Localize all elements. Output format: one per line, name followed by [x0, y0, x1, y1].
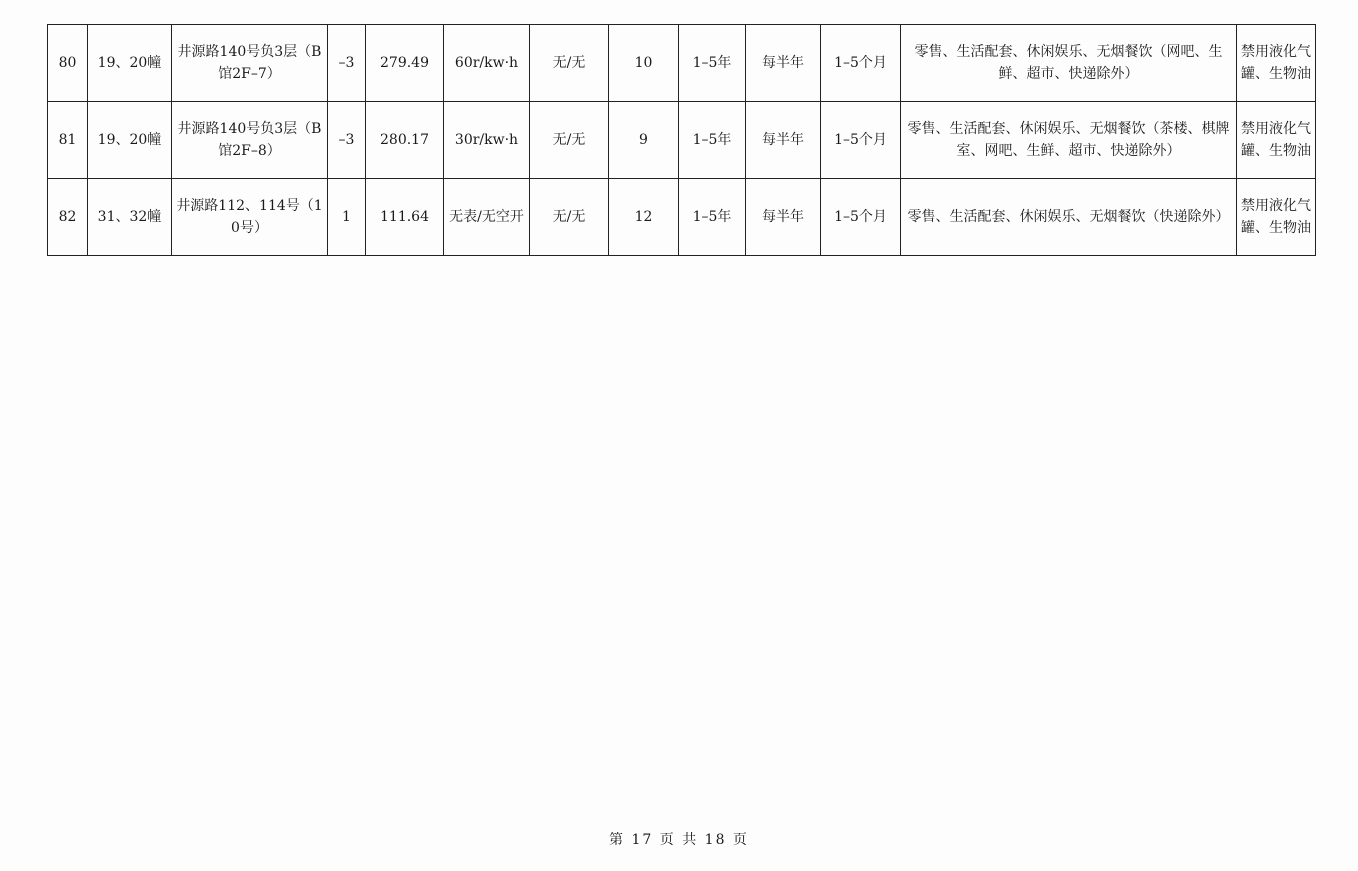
floor-cell: 1	[328, 179, 366, 256]
meter-cell: 60r/kw·h	[444, 25, 530, 102]
meter-cell: 30r/kw·h	[444, 102, 530, 179]
area-cell: 111.64	[366, 179, 444, 256]
table-row	[48, 179, 1316, 256]
address-cell: 井源路140号负3层（B馆2F–8）	[172, 102, 328, 179]
deposit-cell: 1–5个月	[821, 179, 901, 256]
building-cell: 19、20幢	[88, 102, 172, 179]
floor-cell: –3	[328, 25, 366, 102]
building-cell: 31、32幢	[88, 179, 172, 256]
row-number: 81	[48, 102, 88, 179]
page-number-footer: 第 17 页 共 18 页	[609, 832, 749, 848]
meter-cell: 无表/无空开	[444, 179, 530, 256]
area-cell: 280.17	[366, 102, 444, 179]
water-gas-cell: 无/无	[530, 25, 609, 102]
term-cell: 12	[609, 179, 679, 256]
row-number: 82	[48, 179, 88, 256]
permitted-uses-cell: 零售、生活配套、休闲娱乐、无烟餐饮（茶楼、棋牌室、网吧、生鲜、超市、快递除外）	[901, 102, 1237, 179]
area-cell: 279.49	[366, 25, 444, 102]
payment-cell: 每半年	[746, 25, 821, 102]
address-cell: 井源路140号负3层（B馆2F–7）	[172, 25, 328, 102]
deposit-cell: 1–5个月	[821, 25, 901, 102]
water-gas-cell: 无/无	[530, 179, 609, 256]
address-cell: 井源路112、114号（10号）	[172, 179, 328, 256]
permitted-uses-cell: 零售、生活配套、休闲娱乐、无烟餐饮（网吧、生鲜、超市、快递除外）	[901, 25, 1237, 102]
permitted-uses-cell: 零售、生活配套、休闲娱乐、无烟餐饮（快递除外）	[901, 179, 1237, 256]
floor-cell: –3	[328, 102, 366, 179]
rent-free-cell: 1–5年	[679, 179, 746, 256]
deposit-cell: 1–5个月	[821, 102, 901, 179]
rent-free-cell: 1–5年	[679, 25, 746, 102]
table-row	[48, 102, 1316, 179]
payment-cell: 每半年	[746, 179, 821, 256]
restriction-cell: 禁用液化气罐、生物油	[1237, 102, 1316, 179]
row-number: 80	[48, 25, 88, 102]
rent-free-cell: 1–5年	[679, 102, 746, 179]
term-cell: 9	[609, 102, 679, 179]
property-listing-table	[47, 24, 1316, 256]
term-cell: 10	[609, 25, 679, 102]
building-cell: 19、20幢	[88, 25, 172, 102]
payment-cell: 每半年	[746, 102, 821, 179]
restriction-cell: 禁用液化气罐、生物油	[1237, 25, 1316, 102]
water-gas-cell: 无/无	[530, 102, 609, 179]
restriction-cell: 禁用液化气罐、生物油	[1237, 179, 1316, 256]
table-row	[48, 25, 1316, 102]
